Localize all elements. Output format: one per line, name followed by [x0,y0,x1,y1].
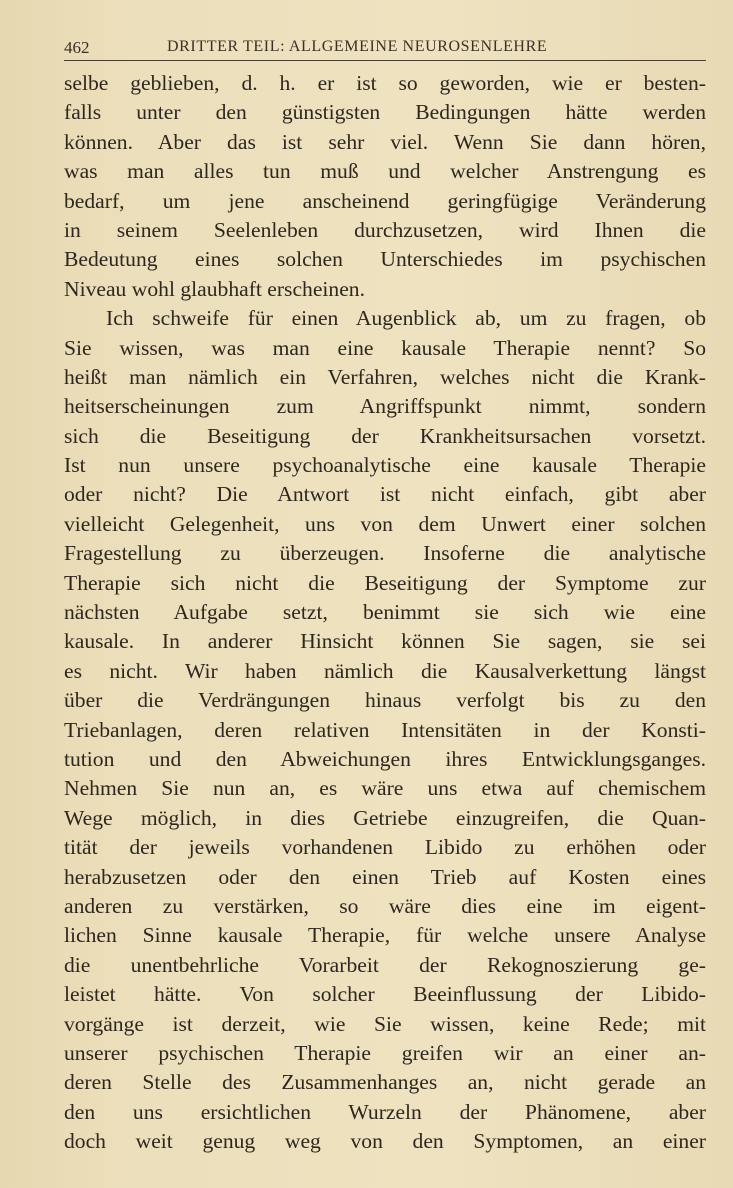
text-line: anderen zu verstärken, so wäre dies eine im eigent- [64,893,706,918]
text-line: vielleicht Gelegenheit, uns von dem Unwert einer solchen [64,511,706,536]
text-line: den uns ersichtlichen Wurzeln der Phänomene, aber [64,1099,706,1124]
body-text [64,69,706,1156]
text-line: es nicht. Wir haben nämlich die Kausalverkettung längst [64,658,706,683]
text-line: doch weit genug weg von den Symptomen, an einer [64,1129,706,1154]
text-line: herabzusetzen oder den einen Trieb auf Kosten eines [64,864,706,889]
text-line: falls unter den günstigsten Bedingungen hätte werden [64,100,706,125]
text-line: sich die Beseitigung der Krankheitsursachen vorsetzt. [64,423,706,448]
text-line: was man alles tun muß und welcher Anstrengung es [64,159,706,184]
text-line: in seinem Seelenleben durchzusetzen, wird Ihnen die [64,217,706,242]
text-line: leistet hätte. Von solcher Beeinflussung der Libido- [64,982,706,1007]
text-line: tität der jeweils vorhandenen Libido zu erhöhen oder [64,835,706,860]
text-line: heißt man nämlich ein Verfahren, welches nicht die Krank- [64,364,706,389]
text-line: die unentbehrliche Vorarbeit der Rekognoszierung ge- [64,952,706,977]
text-line: selbe geblieben, d. h. er ist so geworden, wie er besten- [64,71,706,95]
text-line: Fragestellung zu überzeugen. Insoferne die analytische [64,541,706,566]
text-line: Ist nun unsere psychoanalytische eine kausale Therapie [64,453,706,478]
text-line: unserer psychischen Therapie greifen wir an einer an- [64,1040,706,1065]
text-line: kausale. In anderer Hinsicht können Sie sagen, sie sei [64,629,706,654]
text-line: können. Aber das ist sehr viel. Wenn Sie dann hören, [64,129,706,154]
text-line: lichen Sinne kausale Therapie, für welche unsere Analyse [64,923,706,948]
text-line: tution und den Abweichungen ihres Entwicklungsganges. [64,746,706,771]
running-head: DRITTER TEIL: ALLGEMEINE NEUROSENLEHRE [167,38,548,55]
text-line: Sie wissen, was man eine kausale Therapie nennt? So [64,335,706,360]
text-line: vorgänge ist derzeit, wie Sie wissen, keine Rede; mit [64,1011,706,1036]
text-line: Nehmen Sie nun an, es wäre uns etwa auf chemischem [64,776,706,801]
text-line: deren Stelle des Zusammenhanges an, nicht gerade an [64,1070,706,1095]
text-line: Niveau wohl glaubhaft erscheinen. [64,276,366,301]
text-line: bedarf, um jene anscheinend geringfügige Veränderung [64,188,706,213]
text-line: nächsten Aufgabe setzt, benimmt sie sich wie eine [64,600,706,625]
text-line: Wege möglich, in dies Getriebe einzugreifen, die Quan- [64,805,706,830]
text-line: heitserscheinungen zum Angriffspunkt nimmt, sondern [64,394,706,419]
text-line: Bedeutung eines solchen Unterschiedes im psychischen [64,247,706,272]
page-number: 462 [64,38,90,57]
text-line: oder nicht? Die Antwort ist nicht einfach, gibt aber [64,482,706,507]
text-line: über die Verdrängungen hinaus verfolgt bis zu den [64,688,706,713]
text-line: Therapie sich nicht die Beseitigung der Symptome zur [64,570,706,595]
text-line: Triebanlagen, deren relativen Intensitäten in der Konsti- [64,717,706,742]
header-rule [64,60,706,61]
paragraph-first-line: Ich schweife für einen Augenblick ab, um zu fragen, ob [106,306,706,331]
page-header [64,34,706,64]
